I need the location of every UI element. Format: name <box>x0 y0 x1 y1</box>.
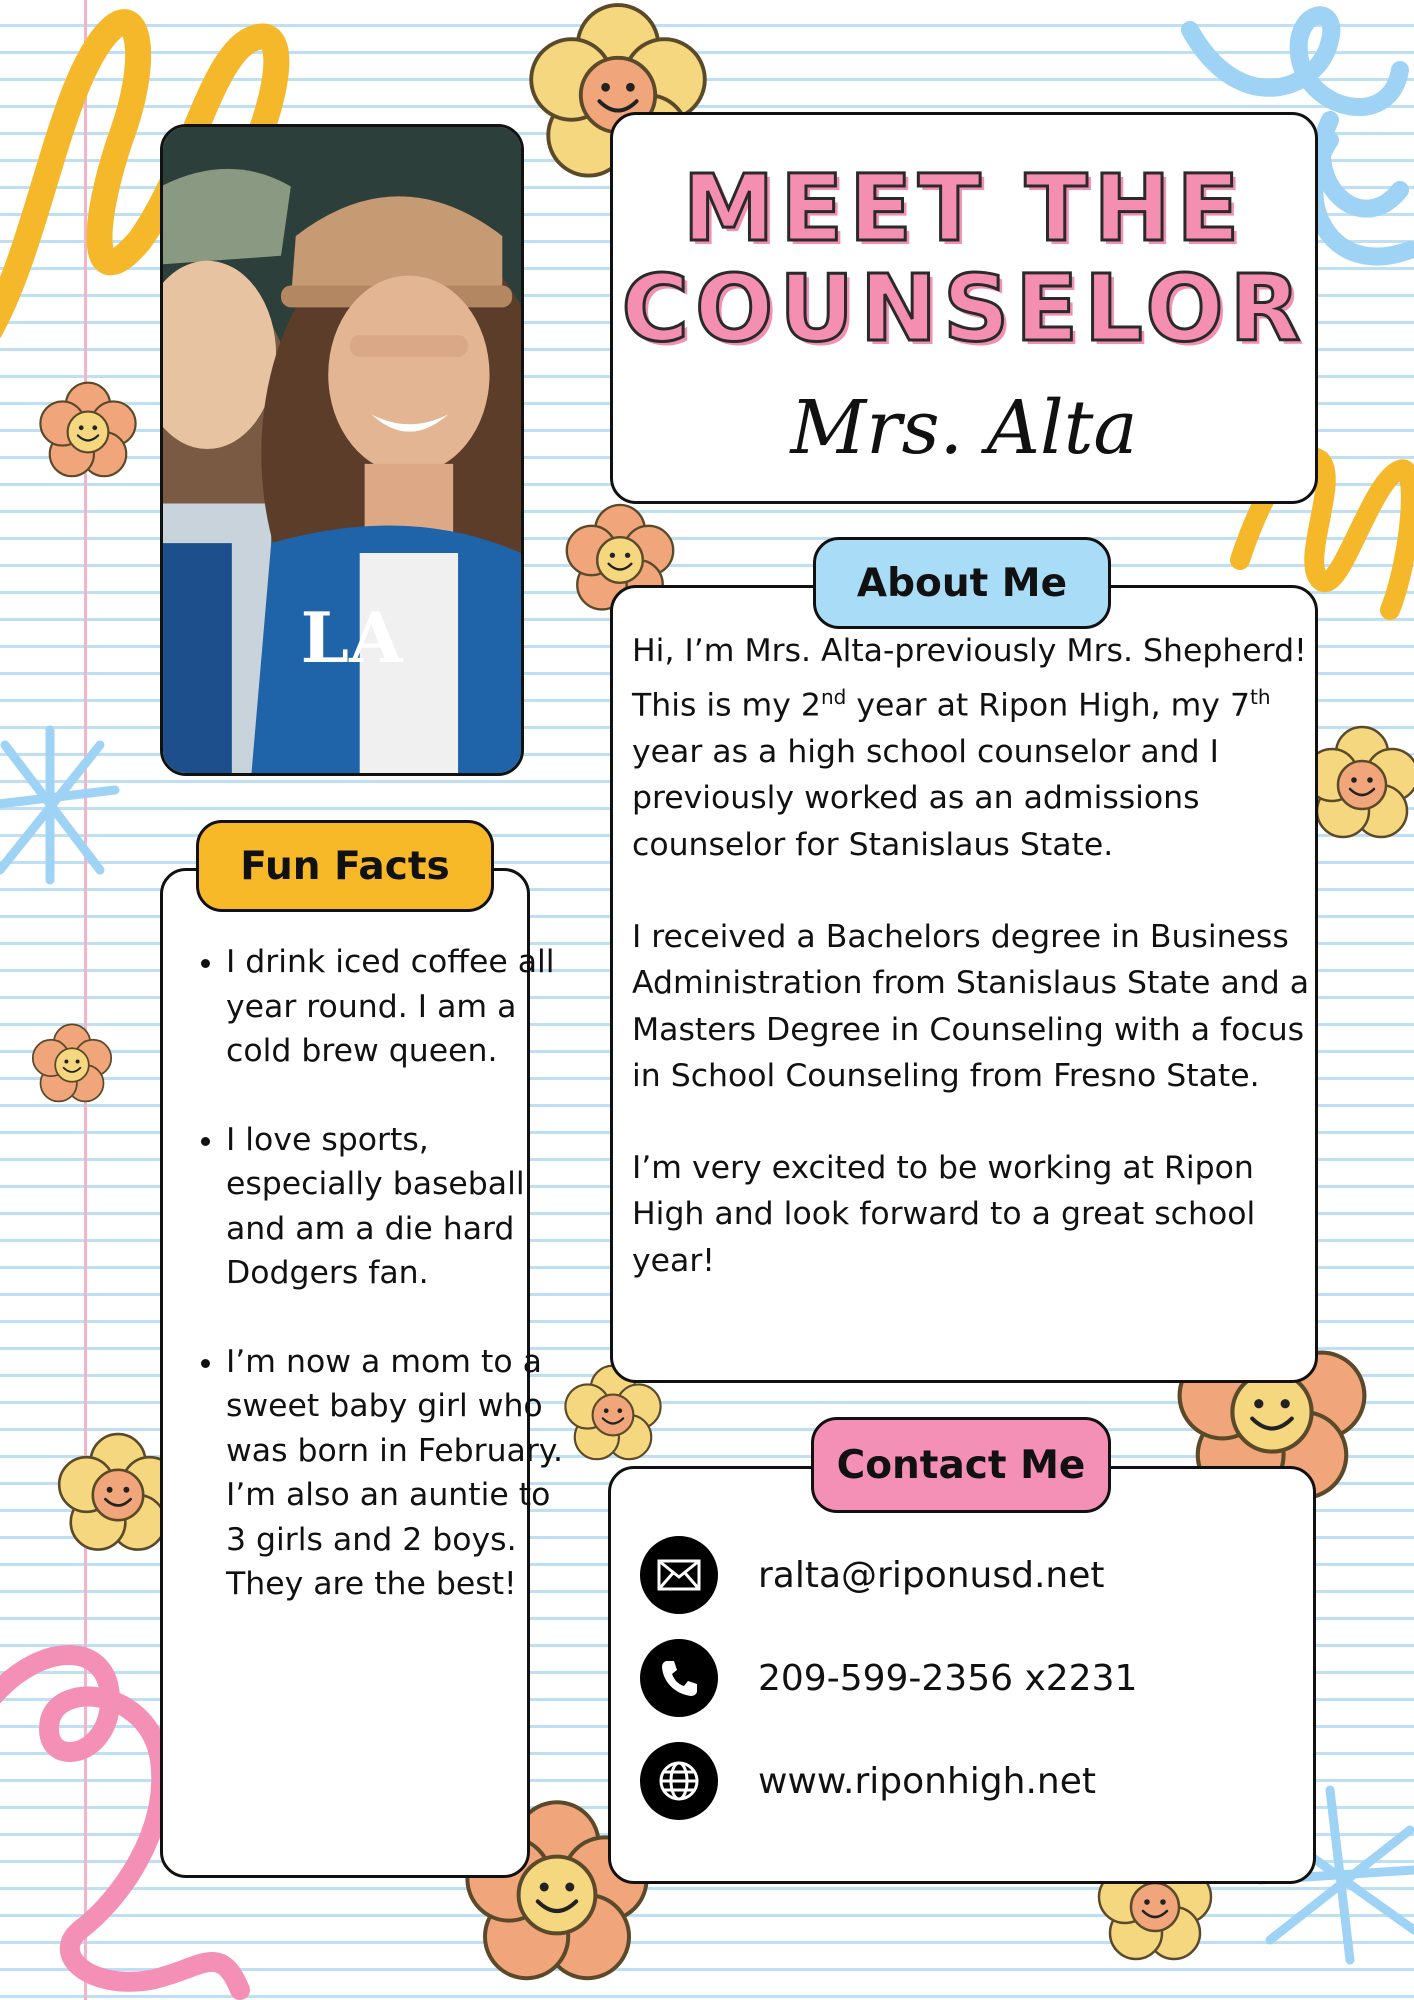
page-title-line2: COUNSELOR <box>621 255 1307 362</box>
fun-fact-item: • I drink iced coffee all year round. I am a cold brew queen. <box>226 940 566 1074</box>
contact-website-row[interactable] <box>640 1741 1096 1821</box>
star-blue-left <box>0 730 115 880</box>
page-title-line1: MEET THE <box>682 155 1246 262</box>
fun-facts-list <box>186 940 566 1651</box>
about-paragraph-2: I received a Bachelors degree in Business Administration from Stanislaus State and a Masters Degree in Counseling with a focus in School Counseling from Fresno State. <box>632 918 1310 1094</box>
contact-email[interactable]: ralta@riponusd.net <box>758 1554 1105 1596</box>
title-panel <box>610 112 1318 504</box>
phone-icon <box>640 1639 718 1717</box>
fun-fact-item: • I’m now a mom to a sweet baby girl who was born in February. I’m also an auntie to 3 girls and 2 boys. They are the best! <box>226 1340 566 1607</box>
fun-fact-item: • I love sports, especially baseball and am a die hard Dodgers fan. <box>226 1118 566 1296</box>
about-paragraph-3: I’m very excited to be working at Ripon High and look forward to a great school year! <box>632 1150 1256 1279</box>
svg-text:LA: LA <box>300 597 403 680</box>
globe-icon <box>640 1742 718 1820</box>
envelope-icon <box>640 1536 718 1614</box>
contact-website[interactable]: www.riponhigh.net <box>758 1760 1096 1802</box>
about-heading: About Me <box>813 537 1111 629</box>
counselor-photo <box>160 124 524 776</box>
contact-heading: Contact Me <box>811 1417 1111 1513</box>
contact-phone-row[interactable] <box>640 1638 1137 1718</box>
about-paragraph-1: Hi, I’m Mrs. Alta-previously Mrs. Shepherd! This is my 2nd year at Ripon High, my 7th year as a high school counselor and I previously worked as an admissions counselor for Stanislaus State. <box>632 633 1307 863</box>
about-text <box>632 628 1312 1330</box>
counselor-signature: Mrs. Alta <box>790 385 1138 471</box>
fun-facts-heading: Fun Facts <box>196 820 494 912</box>
contact-email-row[interactable] <box>640 1535 1104 1615</box>
contact-phone[interactable]: 209-599-2356 x2231 <box>758 1657 1138 1699</box>
